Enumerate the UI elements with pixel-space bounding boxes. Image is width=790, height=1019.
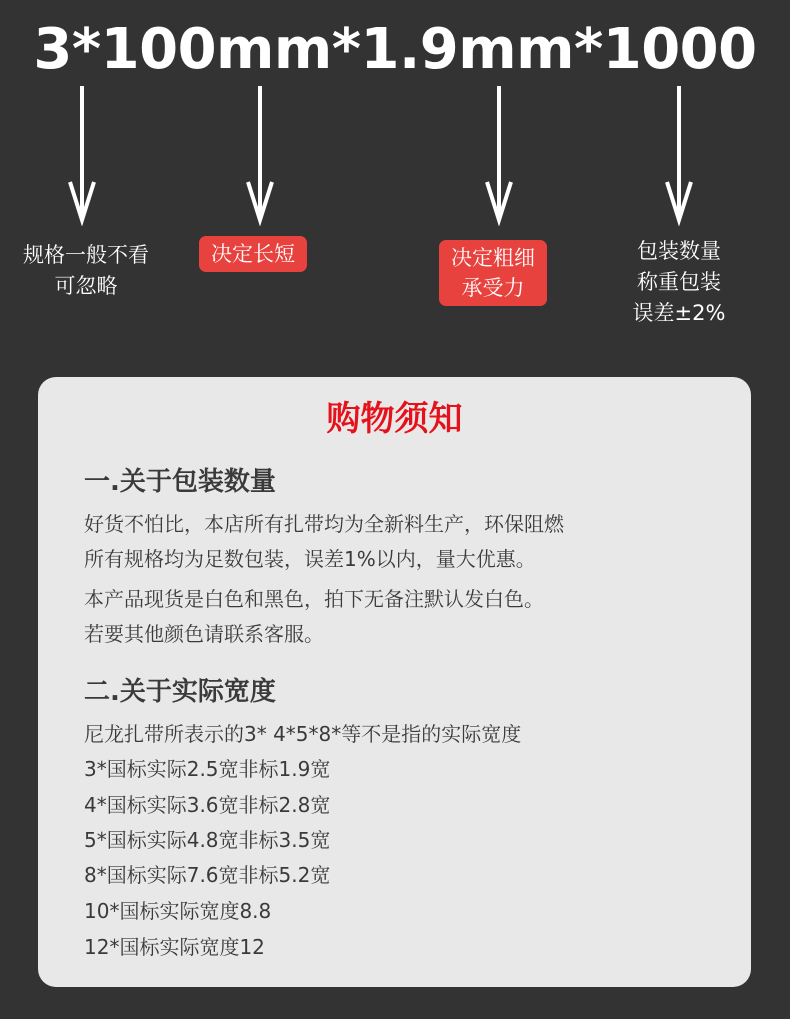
notice-line: 好货不怕比，本店所有扎带均为全新料生产，环保阻燃 <box>84 512 564 536</box>
notice-title: 购物须知 <box>326 399 463 439</box>
spec-code: 3*100mm*1.9mm*1000 <box>33 17 757 82</box>
notice-line: 3*国标实际2.5宽非标1.9宽 <box>84 757 331 781</box>
notice-line: 4*国标实际3.6宽非标2.8宽 <box>84 793 331 817</box>
shopping-notice-card <box>38 377 751 987</box>
quantity-note-line: 误差±2% <box>632 301 726 325</box>
thickness-tag <box>439 240 547 306</box>
notice-line: 8*国标实际7.6宽非标5.2宽 <box>84 863 331 887</box>
length-tag: 决定长短 <box>199 236 307 272</box>
section-heading-width: 二.关于实际宽度 <box>84 677 276 707</box>
arrow-down-icon <box>246 86 274 226</box>
arrow-down-icon <box>665 86 693 226</box>
length-note <box>2 240 170 302</box>
quantity-note-line: 包装数量 <box>637 239 721 263</box>
arrow-down-icon <box>485 86 513 226</box>
length-note-line: 可忽略 <box>54 274 118 298</box>
arrow-down-icon <box>68 86 96 226</box>
notice-line: 5*国标实际4.8宽非标3.5宽 <box>84 828 331 852</box>
notice-line: 12*国标实际宽度12 <box>84 935 265 959</box>
notice-line: 若要其他颜色请联系客服。 <box>84 622 324 646</box>
notice-line: 尼龙扎带所表示的3* 4*5*8*等不是指的实际宽度 <box>84 722 522 746</box>
quantity-note-line: 称重包装 <box>637 270 721 294</box>
notice-line: 10*国标实际宽度8.8 <box>84 899 272 923</box>
section-heading-quantity: 一.关于包装数量 <box>84 467 276 497</box>
quantity-note <box>608 236 750 329</box>
notice-line: 本产品现货是白色和黑色，拍下无备注默认发白色。 <box>84 587 544 611</box>
length-note-line: 规格一般不看 <box>23 243 149 267</box>
thickness-tag-line: 承受力 <box>461 276 525 300</box>
thickness-tag-line: 决定粗细 <box>451 246 535 270</box>
notice-line: 所有规格均为足数包装，误差1%以内，量大优惠。 <box>84 547 536 571</box>
